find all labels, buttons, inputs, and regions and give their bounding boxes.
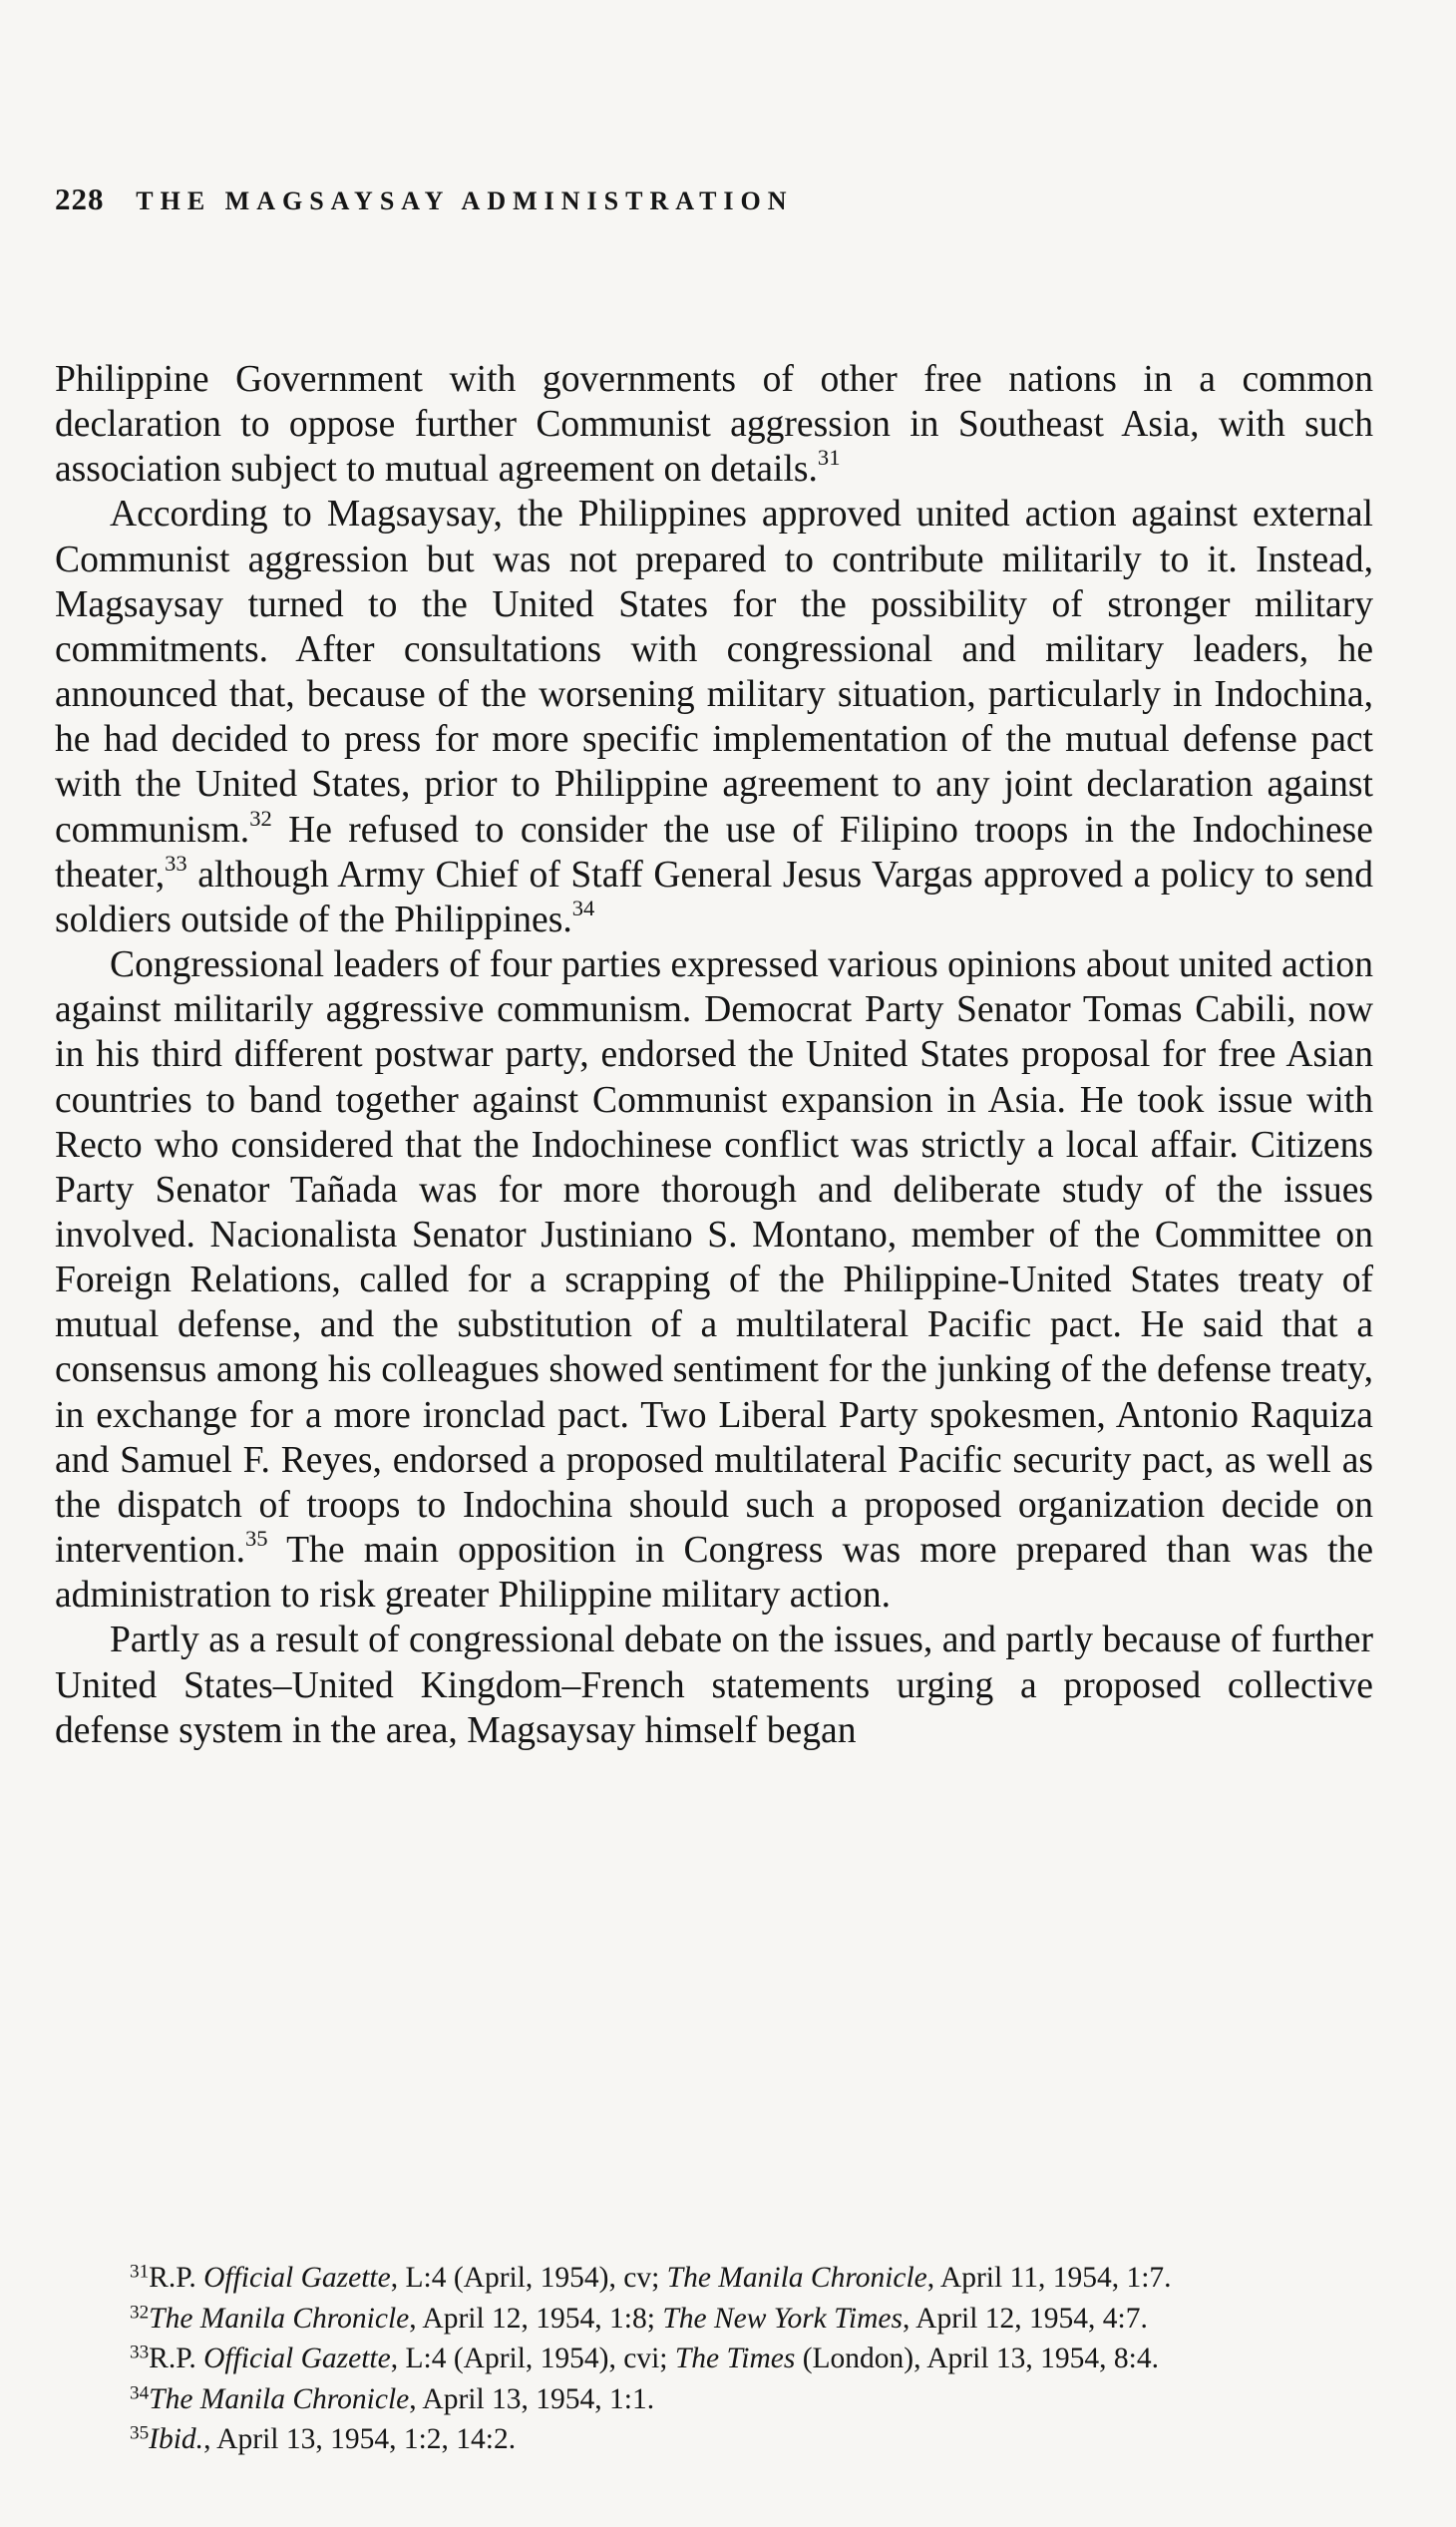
footnote-publication: Official Gazette — [203, 2262, 391, 2294]
footnote-text: , L:4 (April, 1954), cvi; — [390, 2343, 675, 2374]
footnote-publication: The Manila Chronicle — [149, 2382, 410, 2415]
footnote-publication: Ibid. — [149, 2423, 204, 2455]
footnote-ref: 33 — [165, 850, 187, 876]
footnote-text: R.P. — [149, 2262, 204, 2294]
footnote-number: 32 — [130, 2301, 150, 2323]
running-title: THE MAGSAYSAY ADMINISTRATION — [136, 186, 794, 215]
footnote — [130, 2339, 1386, 2379]
paragraph-text: According to Magsaysay, the Philippines approved united action against external Communist aggression but was not prepared to contribute militarily to it. Instead, Magsaysay turned to the United States for the possibility of stronger military commitments. After consultations with congressional and military leaders, he announced that, because of the worsening military situation, particularly in Indochina, he had decided to press for more specific implementation of the mutual defense pact with the United States, prior to Philippine agreement to any joint declaration against communism. — [55, 494, 1373, 851]
footnote-text: , April 13, 1954, 1:1. — [409, 2382, 655, 2415]
footnote-ref: 34 — [571, 896, 595, 921]
footnote-text: R.P. — [149, 2343, 204, 2374]
paragraph-text: Philippine Government with governments of other free nations in a common declaration to oppose further Communist aggression in Southeast Asia, with such association subject to mutual agreement on details. — [55, 359, 1373, 491]
footnote-text: (London), April 13, 1954, 8:4. — [795, 2343, 1159, 2374]
footnote-number: 34 — [130, 2381, 150, 2403]
footnote-publication: The Manila Chronicle — [666, 2262, 927, 2294]
footnote-ref: 32 — [249, 805, 272, 831]
footnote — [130, 2299, 1386, 2340]
footnote-publication: The New York Times — [662, 2302, 904, 2335]
footnote-text: , April 11, 1954, 1:7. — [926, 2262, 1172, 2294]
paragraph-text: He refused to consider the use of Filipino troops in the Indochinese theater, — [55, 809, 1373, 896]
footnote-text: , L:4 (April, 1954), cv; — [390, 2262, 667, 2294]
footnote-publication: The Manila Chronicle — [149, 2302, 410, 2335]
running-head — [55, 181, 794, 217]
paragraph — [55, 1618, 1373, 1752]
paragraph — [55, 357, 1373, 492]
footnote-number: 35 — [130, 2422, 150, 2444]
footnote-text: , April 12, 1954, 1:8; — [409, 2302, 663, 2335]
footnote — [130, 2258, 1386, 2299]
footnote-publication: Official Gazette — [203, 2343, 391, 2374]
footnote — [130, 2419, 1386, 2460]
footnote — [130, 2379, 1386, 2420]
body-text — [55, 357, 1373, 1753]
paragraph-text: although Army Chief of Staff General Jesus Vargas approved a policy to send soldiers outside of the Philippines. — [55, 854, 1373, 940]
footnotes — [130, 2258, 1386, 2460]
paragraph — [55, 492, 1373, 942]
footnote-ref: 31 — [817, 445, 841, 471]
page-number: 228 — [55, 181, 105, 216]
footnote-number: 31 — [130, 2261, 150, 2283]
paragraph — [55, 942, 1373, 1618]
paragraph-text: The main opposition in Congress was more prepared than was the administration to risk greater Philippine military action. — [55, 1530, 1373, 1617]
paragraph-text: Congressional leaders of four parties expressed various opinions about united action against militarily aggressive communism. Democrat Party Senator Tomas Cabili, now in his third different postwar party, endorsed the United States proposal for free Asian countries to band together against Communist expansion in Asia. He took issue with Recto who considered that the Indochinese conflict was strictly a local affair. Citizens Party Senator Tañada was for more thorough and deliberate study of the issues involved. Nacionalista Senator Justiniano S. Montano, member of the Committee on Foreign Relations, called for a scrapping of the Philippine-United States treaty of mutual defense, and the substitution of a multilateral Pacific pact. He said that a consensus among his colleagues showed sentiment for the junking of the defense treaty, in exchange for a more ironclad pact. Two Liberal Party spokesmen, Antonio Raquiza and Samuel F. Reyes, endorsed a proposed multilateral Pacific security pact, as well as the dispatch of troops to Indochina should such a proposed organization decide on intervention. — [55, 944, 1373, 1572]
footnote-ref: 35 — [244, 1526, 268, 1552]
footnote-text: , April 13, 1954, 1:2, 14:2. — [203, 2423, 517, 2455]
footnote-number: 33 — [130, 2342, 150, 2363]
footnote-publication: The Times — [674, 2343, 796, 2374]
footnote-text: , April 12, 1954, 4:7. — [903, 2302, 1148, 2335]
paragraph-text: Partly as a result of congressional debate on the issues, and partly because of further United States–United Kingdom–French statements urging a proposed collective defense system in the area, Magsaysay himself began — [55, 1620, 1373, 1751]
